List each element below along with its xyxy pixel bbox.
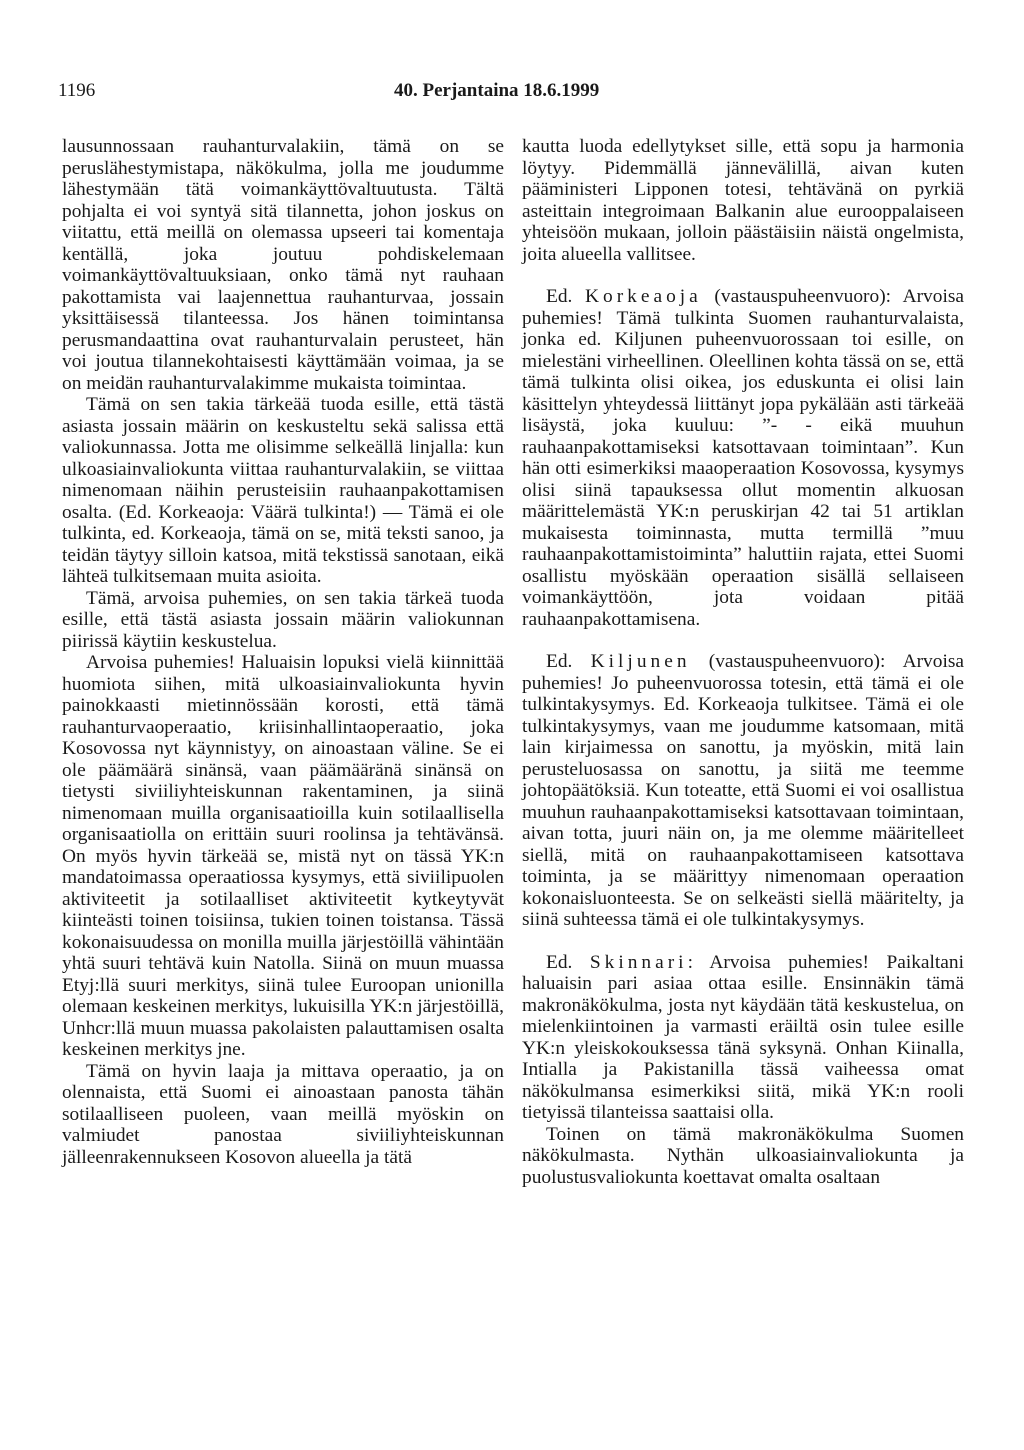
page-number: 1196 (58, 80, 96, 101)
speaker-prefix: Ed. (546, 951, 590, 973)
paragraph: lausunnossaan rauhanturvalakiin, tämä on se peruslähestymistapa, näkökulma, jolla me joudumme lähestymään tätä voimankäyttövaltuutusta. Tältä pohjalta ei voi syntyä sitä tilannetta, johon joskus on viitattu, että meillä on olemassa upseeri tai komentaja kentällä, joka joutuu pohdiskelemaan voimankäyttövaltuuksiaan, onko tämä nyt rauhaan pakottamista vai laajennettua rauhanturvaa, jossain yksittäisessä tilanteessa. Jos hänen toimintansa perusmandaattina ovat rauhanturvalain perusteet, hän voi joutua tilannekohtaisesti käyttämään voimaa, ja se on meidän rauhanturvalakimme mukaista toimintaa. (62, 136, 504, 394)
speech-text: : Arvoisa puhemies! Paikaltani haluaisin pari asiaa ottaa esille. Ensinnäkin tämä makronäkökulma, josta nyt käydään tätä keskustelua, on mielenkiintoinen ja varmasti eräiltä osin tulee esille YK:n yleiskokouksessa tänä syksynä. Onhan Kiinalla, Intialla ja Pakistanilla tässä vaiheessa omat näkökulmansa esimerkiksi siitä, mikä YK:n rooli tietyissä tilanteissa saattaisi olla. (522, 951, 964, 1123)
speaker-prefix: Ed. (546, 286, 586, 307)
paragraph: Toinen on tämä makronäkökulma Suomen näkökulmasta. Nythän ulkoasiainvaliokunta ja puolustusvaliokunta koettavat omalta osaltaan (522, 1123, 964, 1188)
speaker-prefix: Ed. (546, 651, 591, 672)
speech-skinnari (522, 952, 964, 1124)
left-column (62, 136, 504, 1168)
running-head: 40. Perjantaina 18.6.1999 (394, 80, 600, 101)
paragraph: Tämä, arvoisa puhemies, on sen takia tärkeä tuoda esille, että tästä asiasta jossain määrin valiokunnan piirissä käytiin keskustelua. (62, 587, 504, 652)
paragraph: kautta luoda edellytykset sille, että sopu ja harmonia löytyy. Pidemmällä jännevälillä, aivan kuten pääministeri Lipponen totesi, tehtävänä on pyrkiä asteittain integroimaan Balkanin alue eurooppalaiseen yhteisöön mukaan, jolloin päästäisiin näistä ongelmista, joita alueella vallitsee. (522, 136, 964, 265)
paragraph: Tämä on hyvin laaja ja mittava operaatio, ja on olennaista, että Suomi ei ainoastaan panosta tähän sotilaalliseen puoleen, vaan meillä myöskin on valmiudet panostaa siviiliyhteiskunnan jälleenrakennukseen Kosovon alueella ja tätä (62, 1060, 504, 1168)
speaker-name: Kiljunen (590, 651, 691, 672)
paragraph: Tämä on sen takia tärkeää tuoda esille, että tästä asiasta jossain määrin on keskusteltu sekä salissa että valiokunnassa. Jotta me olisimme selkeällä linjalla: kun ulkoasiainvaliokunta viittaa rauhanturvalakiin, se viittaa nimenomaan näihin perusteisiin rauhaanpakottamisen osalta. (Ed. Korkeaoja: Väärä tulkinta!) — Tämä ei ole tulkinta, ed. Korkeaoja, tämä on se, mitä teksti sanoo, ja teidän täytyy silloin katsoa, mitä tekstissä sanotaan, eikä lähteä tulkitsemaan muita asioita. (62, 394, 504, 587)
right-column (522, 136, 964, 1188)
page-header (58, 80, 958, 106)
speaker-name: Korkeaoja (585, 286, 702, 307)
speaker-name: Skinnari (589, 951, 688, 973)
speech-korkeaoja (522, 286, 964, 630)
speech-text: (vastauspuheenvuoro): Arvoisa puhemies! Tämä tulkinta Suomen rauhanturvalaista, jonka ed. Kiljunen puheenvuorossaan toi esille, on mielestäni virheellinen. Oleellinen kohta tässä on se, että tämä tulkinta olisi oikea, jos eduskunta ei olisi lain käsittelyn yhteydessä liittänyt jopa pykälään asti tärkeää lisäystä, joka kuuluu: ”- - eikä muuhun rauhaanpakottamiseksi katsottavaan toimintaan”. Kun hän otti esimerkiksi maaoperaation Kosovossa, kysymys olisi siinä tapauksessa ollut momentin alkuosan määrittelemästä YK:n peruskirjan 42 tai 51 artiklan mukaisesta toiminnasta, mutta termillä ”muu rauhaanpakottamistoiminta” haluttiin rajata, ettei Suomi osallistu myöskään operaation sisällä sellaiseen voimankäyttöön, jota voidaan pitää rauhaanpakottamisena. (522, 286, 964, 630)
speech-kiljunen (522, 651, 964, 931)
paragraph: Arvoisa puhemies! Haluaisin lopuksi vielä kiinnittää huomiota siihen, mitä ulkoasiainvaliokunta hyvin painokkaasti mietinnössään korosti, että tämä rauhanturvaoperaatio, kriisinhallintaoperaatio, joka Kosovossa nyt käynnistyy, on ainoastaan väline. Se ei ole päämäärä sinänsä, vaan päämääränä sinänsä on tietysti siviiliyhteiskunnan rakentaminen, ja siinä nimenomaan muilla organisaatioilla kuin sotilaallisella organisaatiolla on erittäin suuri roolinsa ja tehtävänsä. On myös hyvin tärkeää se, mistä nyt on tässä YK:n mandatoimassa operaatiossa kysymys, että siviilipuolen aktiviteetit ja sotilaalliset aktiviteetit kytkeytyvät kiinteästi toinen toisiinsa, tukien toinen toistansa. Tässä kokonaisuudessa on monilla muilla järjestöillä vähintään yhtä suuri tehtävä kuin Natolla. Siinä on muun muassa Etyj:llä suuri merkitys, siinä tulee Euroopan unionilla olemaan keskeinen merkitys, lukuisilla YK:n järjestöillä, Unhcr:llä muun muassa pakolaisten palauttamisen osalta keskeinen merkitys jne. (62, 652, 504, 1060)
speech-text: (vastauspuheenvuoro): Arvoisa puhemies! Jo puheenvuorossa totesin, että tämä ei ole tulkintakysymys. Ed. Korkeaoja tulkitsee. Tämä ei ole tulkintakysymys, vaan me joudumme katsomaan, mitä lain kirjaimessa on sanottu, ja myöskin, mitä lain perusteluosassa on sanottu, ja siitä me teemme johtopäätöksiä. Kun toteatte, että Suomi ei voi osallistua muuhun rauhaanpakottamiseksi katsottavaan toimintaan, aivan totta, juuri näin on, ja me olemme määritelleet siellä, mitä on rauhaanpakottamiseen katsottava toiminta, ja se määrittyy nimenomaan operaation kokonaisluonteesta. Se on selkeästi siellä määritelty, ja siinä suhteessa tämä ei ole tulkintakysymys. (522, 651, 964, 930)
